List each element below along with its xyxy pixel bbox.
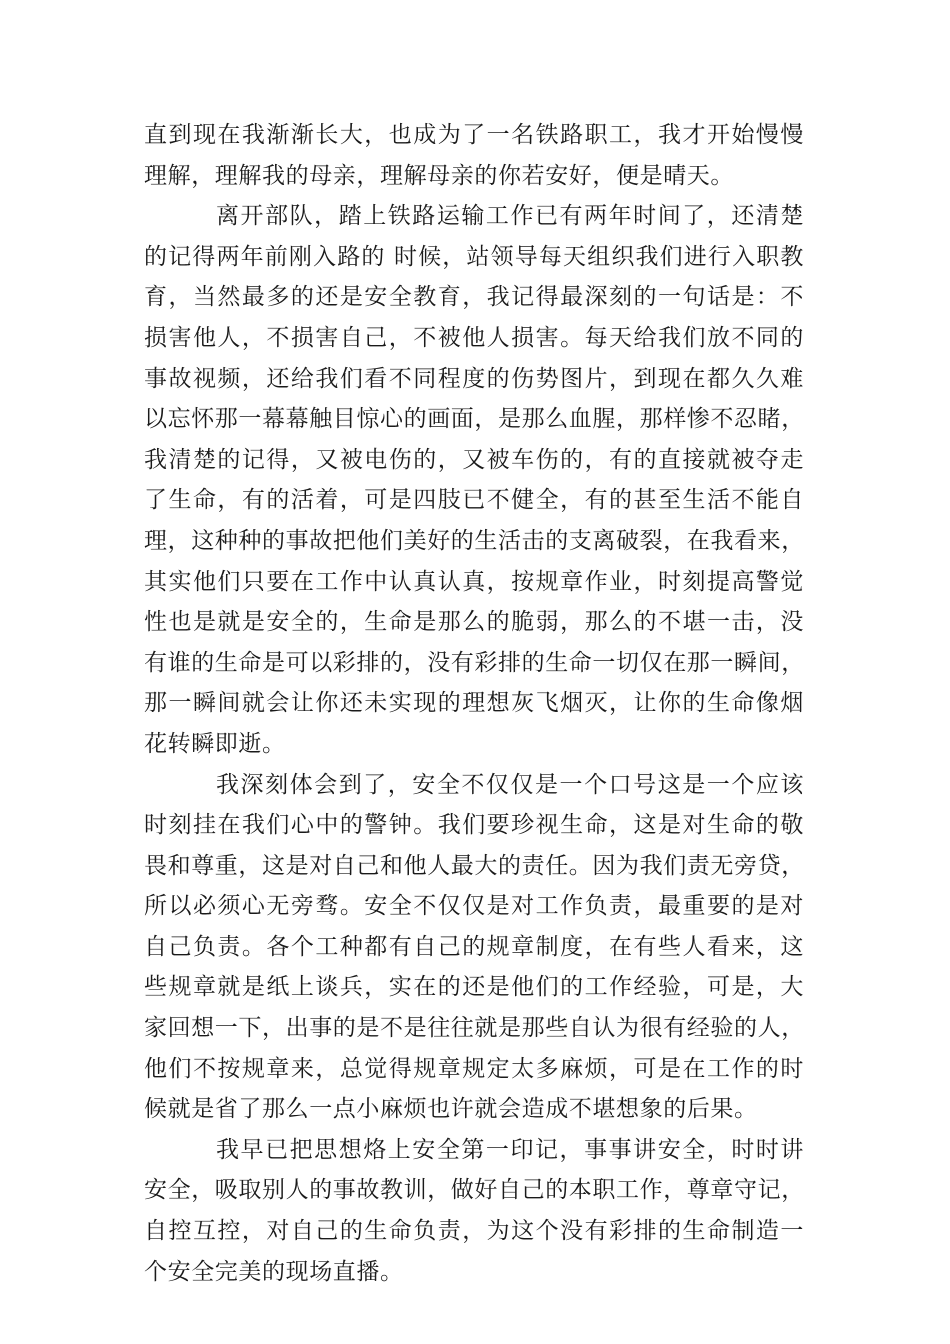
text-line: 我清楚的记得，又被电伤的，又被车伤的，有的直接就被夺走 — [144, 446, 804, 473]
text-line: 理解，理解我的母亲，理解母亲的你若安好，便是晴天。 — [144, 162, 734, 189]
text-line: 育，当然最多的还是安全教育，我记得最深刻的一句话是：不 — [144, 284, 804, 311]
text-line: 畏和尊重，这是对自己和他人最大的责任。因为我们责无旁贷， — [144, 852, 805, 879]
text-line: 损害他人，不损害自己，不被他人损害。每天给我们放不同的 — [144, 324, 804, 351]
text-line: 有谁的生命是可以彩排的，没有彩排的生命一切仅在那一瞬间， — [144, 649, 805, 676]
text-line: 所以必须心无旁骛。安全不仅仅是对工作负责，最重要的是对 — [144, 893, 804, 920]
text-line: 个安全完美的现场直播。 — [144, 1258, 404, 1285]
paragraph-4 — [144, 1130, 804, 1292]
text-line: 事故视频，还给我们看不同程度的伤势图片，到现在都久久难 — [144, 365, 804, 392]
text-line: 我深刻体会到了，安全不仅仅是一个口号这是一个应该 — [216, 771, 804, 798]
paragraph-2 — [144, 196, 804, 764]
text-line: 以忘怀那一幕幕触目惊心的画面，是那么血腥，那样惨不忍睹， — [144, 406, 805, 433]
text-line: 他们不按规章来，总觉得规章规定太多麻烦，可是在工作的时 — [144, 1055, 804, 1082]
text-line: 性也是就是安全的，生命是那么的脆弱，那么的不堪一击，没 — [144, 609, 804, 636]
text-line: 家回想一下，出事的是不是往往就是那些自认为很有经验的人， — [144, 1015, 805, 1042]
text-line: 花转瞬即逝。 — [144, 730, 286, 757]
text-line: 自控互控，对自己的生命负责，为这个没有彩排的生命制造一 — [144, 1218, 804, 1245]
text-line: 了生命，有的活着，可是四肢已不健全，有的甚至生活不能自 — [144, 487, 804, 514]
text-line: 候就是省了那么一点小麻烦也许就会造成不堪想象的后果。 — [144, 1096, 758, 1123]
text-line: 理，这种种的事故把他们美好的生活击的支离破裂，在我看来， — [144, 527, 805, 554]
text-line: 我早已把思想烙上安全第一印记，事事讲安全，时时讲 — [216, 1136, 804, 1163]
paragraph-1 — [144, 115, 804, 196]
document-body — [144, 115, 804, 1292]
text-line: 那一瞬间就会让你还未实现的理想灰飞烟灭，让你的生命像烟 — [144, 690, 804, 717]
text-line: 离开部队，踏上铁路运输工作已有两年时间了，还清楚 — [216, 203, 804, 230]
paragraph-3 — [144, 765, 804, 1130]
text-line: 的记得两年前刚入路的 时候，站领导每天组织我们进行入职教 — [144, 243, 804, 270]
text-line: 时刻挂在我们心中的警钟。我们要珍视生命，这是对生命的敬 — [144, 812, 804, 839]
text-line: 直到现在我渐渐长大，也成为了一名铁路职工，我才开始慢慢 — [144, 122, 804, 148]
text-line: 自己负责。各个工种都有自己的规章制度，在有些人看来，这 — [144, 933, 804, 960]
text-line: 些规章就是纸上谈兵，实在的还是他们的工作经验，可是，大 — [144, 974, 804, 1001]
text-line: 其实他们只要在工作中认真认真，按规章作业，时刻提高警觉 — [144, 568, 804, 595]
text-line: 安全，吸取别人的事故教训，做好自己的本职工作，尊章守记， — [144, 1177, 805, 1204]
